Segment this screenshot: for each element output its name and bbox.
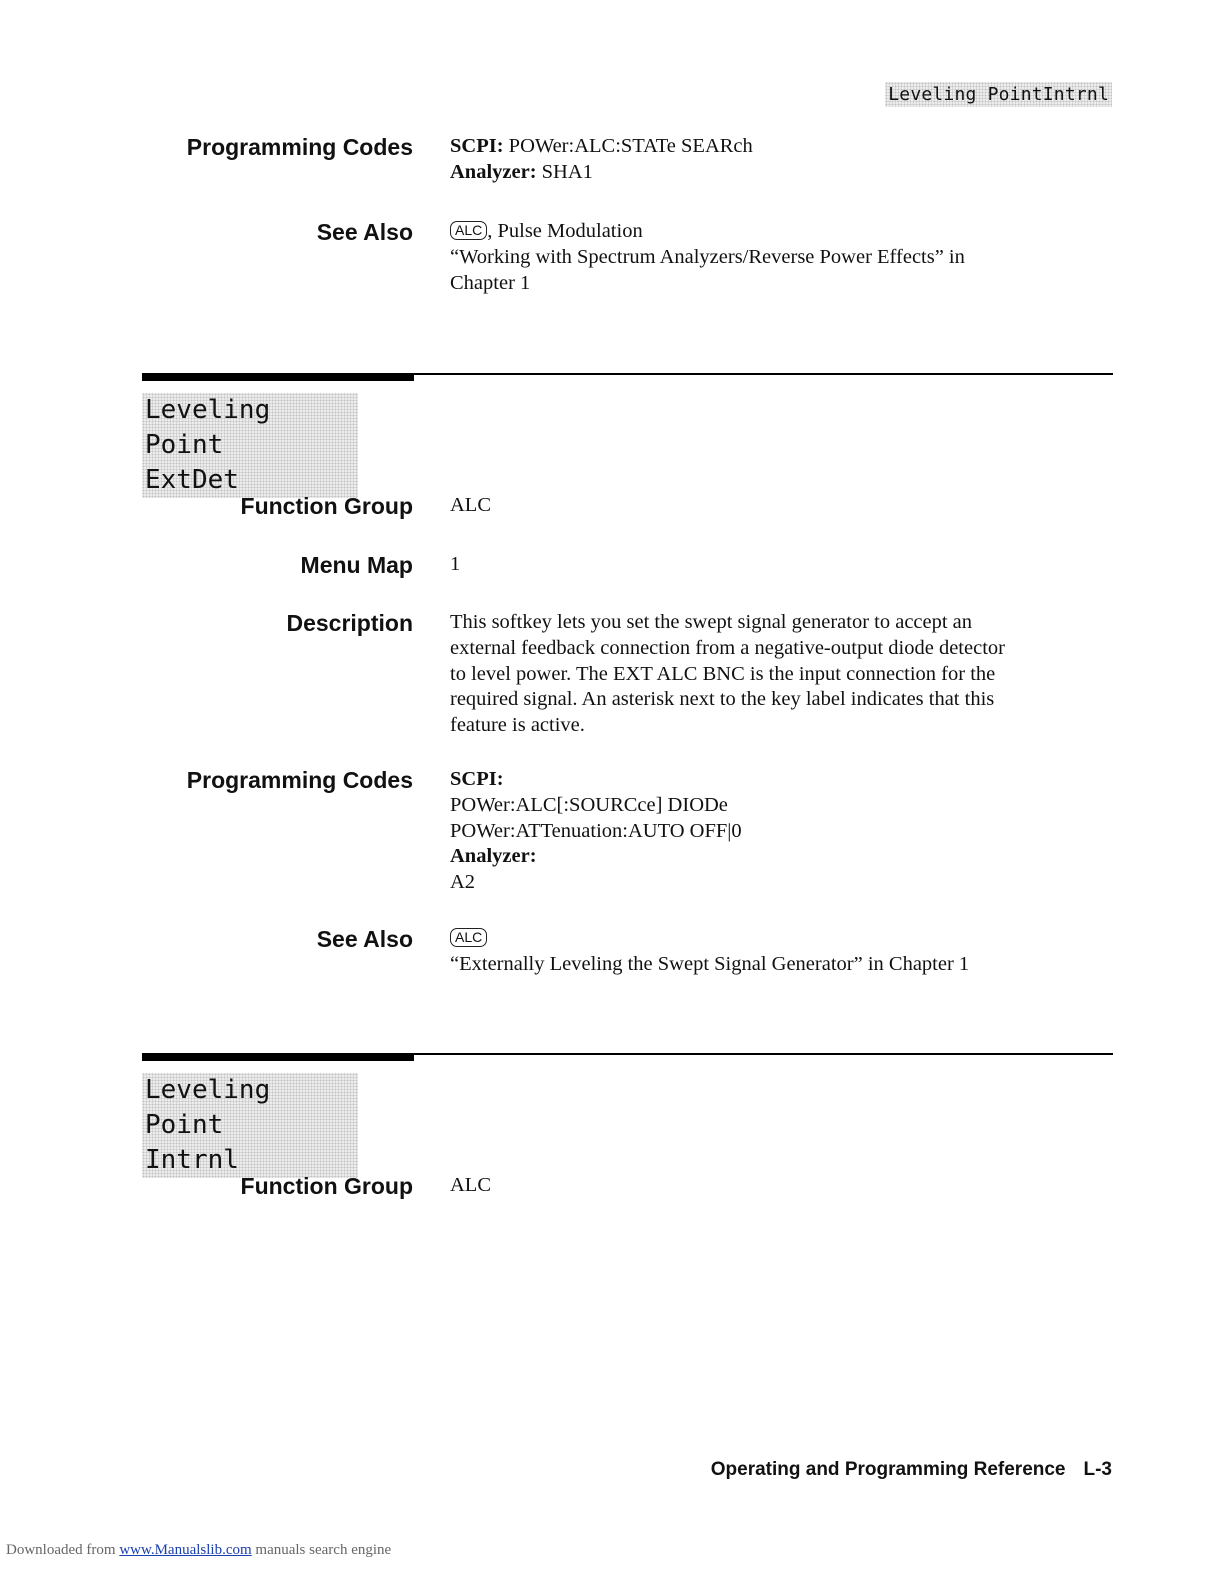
- function-group-label: Function Group: [240, 493, 413, 519]
- alc-key-icon: ALC: [450, 928, 487, 947]
- see-also-line2: “Working with Spectrum Analyzers/Reverse Power Effects” in: [450, 245, 965, 268]
- see-also-line1: , Pulse Modulation: [487, 220, 643, 242]
- alc-key-icon: ALC: [450, 221, 487, 240]
- download-prefix: Downloaded from: [6, 1542, 120, 1558]
- scpi-line1: POWer:ALC[:SOURCce] DIODe: [450, 793, 728, 816]
- see-also-label: See Also: [316, 219, 413, 245]
- scpi-value: POWer:ALC:STATe SEARch: [508, 135, 753, 157]
- manualslib-link[interactable]: www.Manualslib.com: [119, 1542, 252, 1558]
- see-also-content: [450, 219, 1115, 296]
- softkey-line2: ExtDet: [145, 465, 239, 495]
- description-line: to level power. The EXT ALC BNC is the input connection for the: [450, 662, 996, 685]
- programming-codes-content: [450, 767, 1115, 896]
- function-group-value: ALC: [450, 1174, 491, 1196]
- analyzer-label: Analyzer:: [450, 160, 537, 183]
- scpi-line2: POWer:ATTenuation:AUTO OFF|0: [450, 819, 742, 842]
- see-also-label: See Also: [316, 926, 413, 952]
- description-label: Description: [286, 610, 413, 636]
- see-also-line3: Chapter 1: [450, 271, 531, 294]
- scpi-label: SCPI:: [450, 135, 504, 157]
- analyzer-value: A2: [450, 871, 476, 894]
- description-line: feature is active.: [450, 714, 585, 737]
- see-also-content: [450, 926, 1115, 978]
- softkey-leveling-point-extdet: [142, 393, 358, 498]
- description-text: [450, 610, 1115, 739]
- section-divider: [142, 1053, 1113, 1062]
- programming-codes-label: Programming Codes: [186, 767, 413, 793]
- menu-map-label: Menu Map: [300, 552, 413, 578]
- scpi-label: SCPI:: [450, 768, 504, 790]
- softkey-line1: Leveling Point: [145, 395, 271, 460]
- description-line: external feedback connection from a negative-output diode detector: [450, 636, 1005, 659]
- analyzer-label: Analyzer:: [450, 845, 537, 868]
- download-note: [6, 1542, 391, 1559]
- description-line: required signal. An asterisk next to the key label indicates that this: [450, 688, 995, 711]
- softkey-line1: Leveling Point: [145, 1075, 271, 1140]
- page-number: L-3: [1083, 1459, 1112, 1480]
- description-line: This softkey lets you set the swept signal generator to accept an: [450, 611, 973, 633]
- footer-title: Operating and Programming Reference: [710, 1459, 1066, 1480]
- page-footer: [711, 1459, 1112, 1481]
- softkey-leveling-point-intrnl: [142, 1073, 358, 1178]
- function-group-value: ALC: [450, 494, 491, 516]
- download-suffix: manuals search engine: [251, 1542, 392, 1558]
- programming-codes-content: [450, 134, 1115, 186]
- see-also-line2: “Externally Leveling the Swept Signal Generator” in Chapter 1: [450, 952, 970, 975]
- programming-codes-label: Programming Codes: [186, 134, 413, 160]
- section-divider: [142, 373, 1113, 382]
- analyzer-value: SHA1: [541, 160, 593, 183]
- menu-map-value: 1: [450, 553, 461, 575]
- function-group-label: Function Group: [240, 1173, 413, 1199]
- running-header: Leveling PointIntrnl: [885, 82, 1112, 107]
- softkey-line2: Intrnl: [145, 1145, 239, 1175]
